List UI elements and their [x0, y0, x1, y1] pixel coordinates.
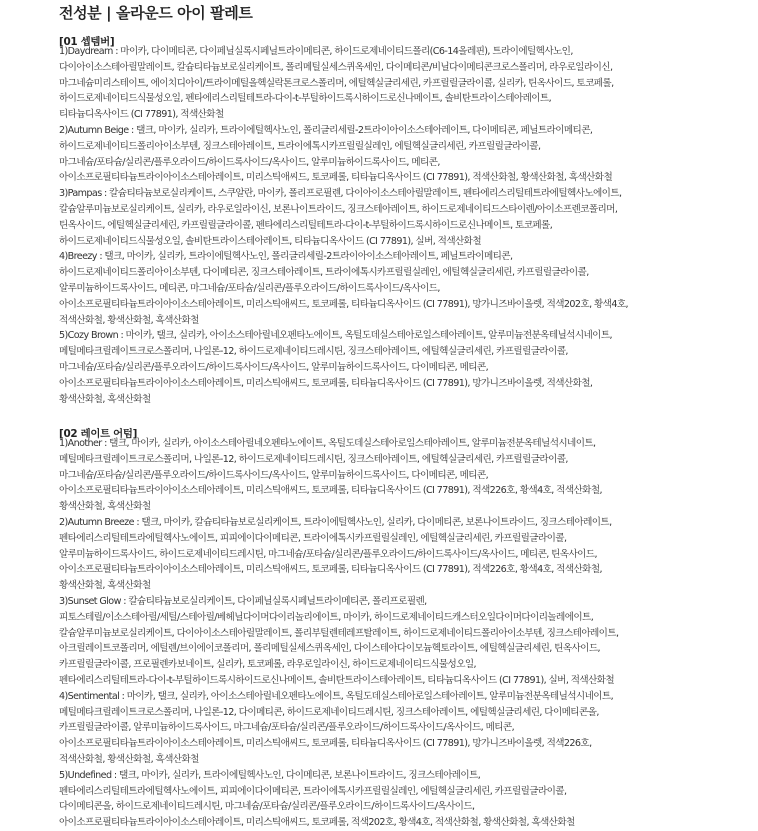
ingredient-line: 2)Autumn Breeze : 탤크, 마이카, 칼슘티타늄보로실리케이트, 트라이에틸헥사노인, 실리카, 다이메티콘, 보론나이트라이드, 징크스테아레이트,	[59, 516, 612, 528]
ingredient-line: 칼슘알루미늄보로실리케이트, 다이아이소스테아릴말레이트, 폴리부틸렌테레프탈레이트, 하이드로제네이티드폴리아이소부텐, 징크스테아레이트,	[59, 627, 619, 639]
section-heading-late-autumn: [02 레이트 어텀]	[59, 428, 138, 440]
section-body-september	[59, 44, 758, 407]
ingredient-line: 황색산화철, 흑색산화철	[59, 501, 151, 513]
ingredient-line: 마그네슘/포타슘/실리콘/플루오라이드/하이드록사이드/옥사이드, 알루미늄하이드록사이드, 메티콘,	[59, 156, 440, 168]
ingredient-line: 메틸메타크릴레이트크로스폴리머, 나일론-12, 하이드로제네이티드레시틴, 징크스테아레이트, 에틸헥실글리세린, 카프릴릴글라이콜,	[59, 346, 568, 358]
ingredient-line: 카프릴릴글라이콜, 알루미늄하이드록사이드, 마그네슘/포타슘/실리콘/플루오라이드/하이드록사이드/옥사이드, 메티콘,	[59, 722, 515, 734]
ingredient-line: 알루미늄하이드록사이드, 하이드로제네이티드레시틴, 마그네슘/포타슘/실리콘/플루오라이드/하이드록사이드/옥사이드, 메티콘, 틴옥사이드,	[59, 548, 597, 560]
ingredient-line: 칼슘알루미늄보로실리케이트, 실리카, 라우로일라이신, 보론나이트라이드, 징크스테아레이트, 하이드로제네이티드스타이렌/아이소프렌코폴리머,	[59, 203, 618, 215]
ingredient-line: 펜타에리스리틸테트라-다이-t-부틸하이드록시하이드로신나메이트, 솔비탄트라이스테아레이트, 티타늄디옥사이드 (CI 77891), 실버, 적색산화철	[59, 674, 615, 686]
ingredient-line: 마그네슘/포타슘/실리콘/플루오라이드/하이드록사이드/옥사이드, 알루미늄하이드록사이드, 다이메티콘, 메티콘,	[59, 361, 489, 373]
ingredient-line: 5)Cozy Brown : 마이카, 탤크, 실리카, 아이소스테아릴네오펜타노에이트, 옥틸도데실스테아로일스테아레이트, 알루미늄전분옥테닐석시네이트,	[59, 330, 612, 342]
ingredient-line: 1)Daydream : 마이카, 다이메티콘, 다이페닐실록시페닐트라이메티콘, 하이드로제네이티드폴리(C6-14올레핀), 트라이에틸헥사노인,	[59, 46, 573, 57]
ingredient-line: 티타늄디옥사이드 (CI 77891), 적색산화철	[59, 109, 224, 121]
ingredient-line: 황색산화철, 흑색산화철	[59, 393, 151, 405]
ingredient-line: 아이소프로필티타늄트라이아이소스테아레이트, 미리스틱애씨드, 토코페롤, 적색202호, 황색4호, 적색산화철, 황색산화철, 흑색산화철	[59, 817, 575, 829]
ingredient-line: 4)Sentimental : 마이카, 탤크, 실리카, 아이소스테아릴네오펜타노에이트, 옥틸도데실스테아로일스테아레이트, 알루미늄전분옥테닐석시네이트,	[59, 690, 614, 702]
ingredient-line: 하이드로제네이티드폴리아이소부텐, 다이메티콘, 징크스테아레이트, 트라이에톡시카프릴릴실레인, 에틸헥실글리세린, 카프릴릴글라이콜,	[59, 267, 589, 279]
ingredient-line: 알루미늄하이드록사이드, 메티콘, 마그네슘/포타슘/실리콘/플루오라이드/하이드록사이드/옥사이드,	[59, 282, 440, 294]
ingredient-line: 적색산화철, 황색산화철, 흑색산화철	[59, 753, 199, 765]
ingredient-line: 피토스테릴/이소스테아릴/세틸/스테아릴/베헤닐다이머다이리놀리에이트, 마이카, 하이드로제네이티드캐스터오일다이머다이리놀레에이트,	[59, 611, 594, 623]
ingredient-line: 메틸메타크릴레이트크로스폴리머, 나일론-12, 다이메티콘, 하이드로제네이티드레시틴, 징크스테아레이트, 에틸헥실글리세린, 다이메티콘올,	[59, 706, 599, 718]
ingredient-line: 마그네슘/포타슘/실리콘/플루오라이드/하이드록사이드/옥사이드, 알루미늄하이드록사이드, 다이메티콘, 메티콘,	[59, 469, 489, 481]
page-title: 전성분 | 올라운드 아이 팔레트	[59, 4, 253, 22]
ingredient-line: 다이메티콘올, 하이드로제네이티드레시틴, 마그네슘/포타슘/실리콘/플루오라이드/하이드록사이드/옥사이드,	[59, 801, 475, 813]
ingredient-line: 4)Breezy : 탤크, 마이카, 실리카, 트라이에틸헥사노인, 폴리글리세릴-2트라이아이소스테아레이트, 페닐트라이메티콘,	[59, 251, 513, 263]
ingredient-line: 황색산화철, 흑색산화철	[59, 580, 151, 592]
ingredient-line: 2)Autumn Beige : 탤크, 마이카, 실리카, 트라이에틸헥사노인, 폴리글리세릴-2트라이아이소스테아레이트, 다이메티콘, 페닐트라이메티콘,	[59, 124, 593, 136]
ingredient-line: 틴옥사이드, 에틸헥실글리세린, 카프릴릴글라이콜, 펜타에리스리틸테트라-다이-t-부틸하이드록시하이드로신나메이트, 토코페롤,	[59, 219, 553, 231]
ingredient-line: 하이드로제네이티드폴리아이소부텐, 징크스테아레이트, 트라이에톡시카프릴릴실레인, 에틸헥실글리세린, 카프릴릴글라이콜,	[59, 140, 541, 152]
ingredient-line: 펜타에리스리틸테트라에틸헥사노에이트, 피피에이다이메티콘, 트라이에톡시카프릴릴실레인, 에틸헥실글리세린, 카프릴릴글라이콜,	[59, 532, 567, 544]
section-body-late-autumn	[59, 436, 758, 831]
ingredient-line: 하이드로제네이티드식물성오일, 펜타에리스리틸테트라-다이-t-부틸하이드록시하이드로신나메이트, 솔비탄트라이스테아레이트,	[59, 93, 552, 105]
ingredient-line: 펜타에리스리틸테트라에틸헥사노에이트, 피피에이다이메티콘, 트라이에톡시카프릴릴실레인, 에틸헥실글리세린, 카프릴릴글라이콜,	[59, 785, 567, 797]
ingredient-line: 5)Undefined : 탤크, 마이카, 실리카, 트라이에틸헥사노인, 다이메티콘, 보론나이트라이드, 징크스테아레이트,	[59, 769, 481, 781]
ingredient-line: 아이소프로필티타늄트라이아이소스테아레이트, 미리스틱애씨드, 토코페롤, 티타늄디옥사이드 (CI 77891), 적색226호, 황색4호, 적색산화철,	[59, 485, 602, 497]
ingredient-line: 아이소프로필티타늄트라이아이소스테아레이트, 미리스틱애씨드, 토코페롤, 티타늄디옥사이드 (CI 77891), 적색226호, 황색4호, 적색산화철,	[59, 564, 602, 576]
ingredient-line: 아이소프로필티타늄트라이아이소스테아레이트, 미리스틱애씨드, 토코페롤, 티타늄디옥사이드 (CI 77891), 망가니즈바이올렛, 적색산화철,	[59, 377, 593, 389]
ingredient-line: 하이드로제네이티드식물성오일, 솔비탄트라이스테아레이트, 티타늄디옥사이드 (CI 77891), 실버, 적색산화철	[59, 235, 481, 247]
ingredient-line: 다이아이소스테아릴말레이트, 칼슘티타늄보로실리케이트, 폴리메틸실세스퀴옥세인, 다이메티콘/비닐다이메티콘크로스폴리머, 라우로일라이신,	[59, 61, 613, 73]
ingredient-line: 적색산화철, 황색산화철, 흑색산화철	[59, 314, 199, 326]
ingredient-line: 마그네슘미리스테이트, 에이치디아이/트라이메틸올헥실락톤크로스폴리머, 에틸헥실글리세린, 카프릴릴글라이콜, 실리카, 틴옥사이드, 토코페롤,	[59, 77, 614, 89]
ingredient-line: 아이소프로필티타늄트라이아이소스테아레이트, 미리스틱애씨드, 토코페롤, 티타늄디옥사이드 (CI 77891), 적색산화철, 황색산화철, 흑색산화철	[59, 172, 613, 184]
section-heading-september: [01 셉템버]	[59, 36, 115, 48]
ingredient-line: 아이소프로필티타늄트라이아이소스테아레이트, 미리스틱애씨드, 토코페롤, 티타늄디옥사이드 (CI 77891), 망가니즈바이올렛, 적색202호, 황색4호,	[59, 298, 628, 310]
ingredient-line: 3)Pampas : 칼슘티타늄보로실리케이트, 스쿠알란, 마이카, 폴리프로필렌, 다이아이소스테아릴말레이트, 펜타에리스리틸테트라에틸헥사노에이트,	[59, 188, 622, 200]
ingredient-line: 1)Another : 탤크, 마이카, 실리카, 아이소스테아릴네오펜타노에이트, 옥틸도데실스테아로일스테아레이트, 알루미늄전분옥테닐석시네이트,	[59, 438, 596, 449]
ingredient-line: 아크릴레이트코폴리머, 에틸렌/브이에이코폴리머, 폴리메틸실세스퀴옥세인, 다이스테아다이모늄헥토라이트, 에틸헥실글리세린, 틴옥사이드,	[59, 643, 600, 655]
ingredient-line: 3)Sunset Glow : 칼슘티타늄보로실리케이트, 다이페닐실록시페닐트라이메티콘, 폴리프로필렌,	[59, 595, 427, 607]
ingredient-line: 카프릴릴글라이콜, 프로필렌카보네이트, 실리카, 토코페롤, 라우로일라이신, 하이드로제네이티드식물성오일,	[59, 659, 476, 671]
ingredient-line: 메틸메타크릴레이트크로스폴리머, 나일론-12, 하이드로제네이티드레시틴, 징크스테아레이트, 에틸헥실글리세린, 카프릴릴글라이콜,	[59, 453, 568, 465]
ingredient-line: 아이소프로필티타늄트라이아이소스테아레이트, 미리스틱애씨드, 토코페롤, 티타늄디옥사이드 (CI 77891), 망가니즈바이올렛, 적색226호,	[59, 738, 592, 750]
